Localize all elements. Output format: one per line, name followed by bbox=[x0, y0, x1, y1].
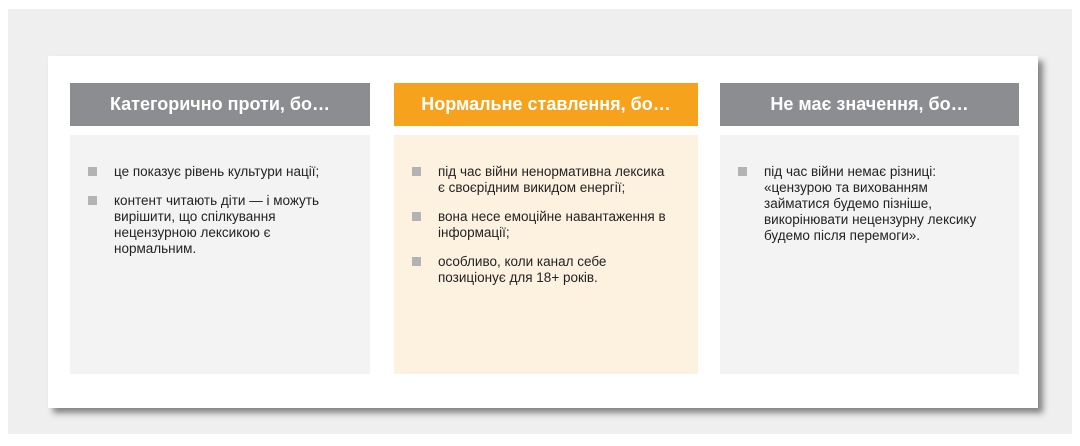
column-header bbox=[394, 83, 698, 126]
square-bullet-icon bbox=[88, 196, 97, 205]
opinion-card bbox=[48, 56, 1038, 408]
column-title: Нормальне ставлення, бо… bbox=[421, 94, 671, 114]
list-item bbox=[412, 164, 674, 196]
list-item-text: це показує рівень культури нації; bbox=[114, 164, 320, 179]
square-bullet-icon bbox=[412, 167, 421, 176]
list-item bbox=[88, 164, 346, 180]
list-item bbox=[738, 164, 995, 244]
square-bullet-icon bbox=[412, 257, 421, 266]
list-item bbox=[412, 209, 674, 241]
column-body bbox=[70, 135, 370, 374]
list-item-text: особливо, коли канал себе позиціонує для 18+ років. bbox=[438, 254, 607, 285]
column-body bbox=[720, 135, 1019, 374]
list-item-text: під час війни немає різниці: «цензурою та вихованням займатися будемо пізніше, викорінювати нецензурну лексику будемо після перемоги». bbox=[764, 164, 977, 243]
column-normal bbox=[394, 83, 698, 285]
list-item bbox=[88, 193, 346, 257]
square-bullet-icon bbox=[88, 167, 97, 176]
list-item bbox=[412, 254, 674, 286]
column-title: Не має значення, бо… bbox=[770, 94, 969, 114]
square-bullet-icon bbox=[412, 212, 421, 221]
column-indifferent bbox=[720, 83, 1019, 243]
column-title: Категорично проти, бо… bbox=[109, 94, 331, 114]
column-against bbox=[70, 83, 370, 256]
list-item-text: вона несе емоційне навантаження в інформації; bbox=[438, 209, 666, 240]
slide-background bbox=[8, 9, 1072, 434]
column-header bbox=[720, 83, 1019, 126]
list-item-text: контент читають діти — і можуть вирішити, що спілкування нецензурною лексикою є нормальним. bbox=[114, 193, 319, 256]
list-item-text: під час війни ненормативна лексика є своєрідним викидом енергії; bbox=[438, 164, 665, 195]
square-bullet-icon bbox=[738, 167, 747, 176]
column-body bbox=[394, 135, 698, 374]
column-header bbox=[70, 83, 370, 126]
